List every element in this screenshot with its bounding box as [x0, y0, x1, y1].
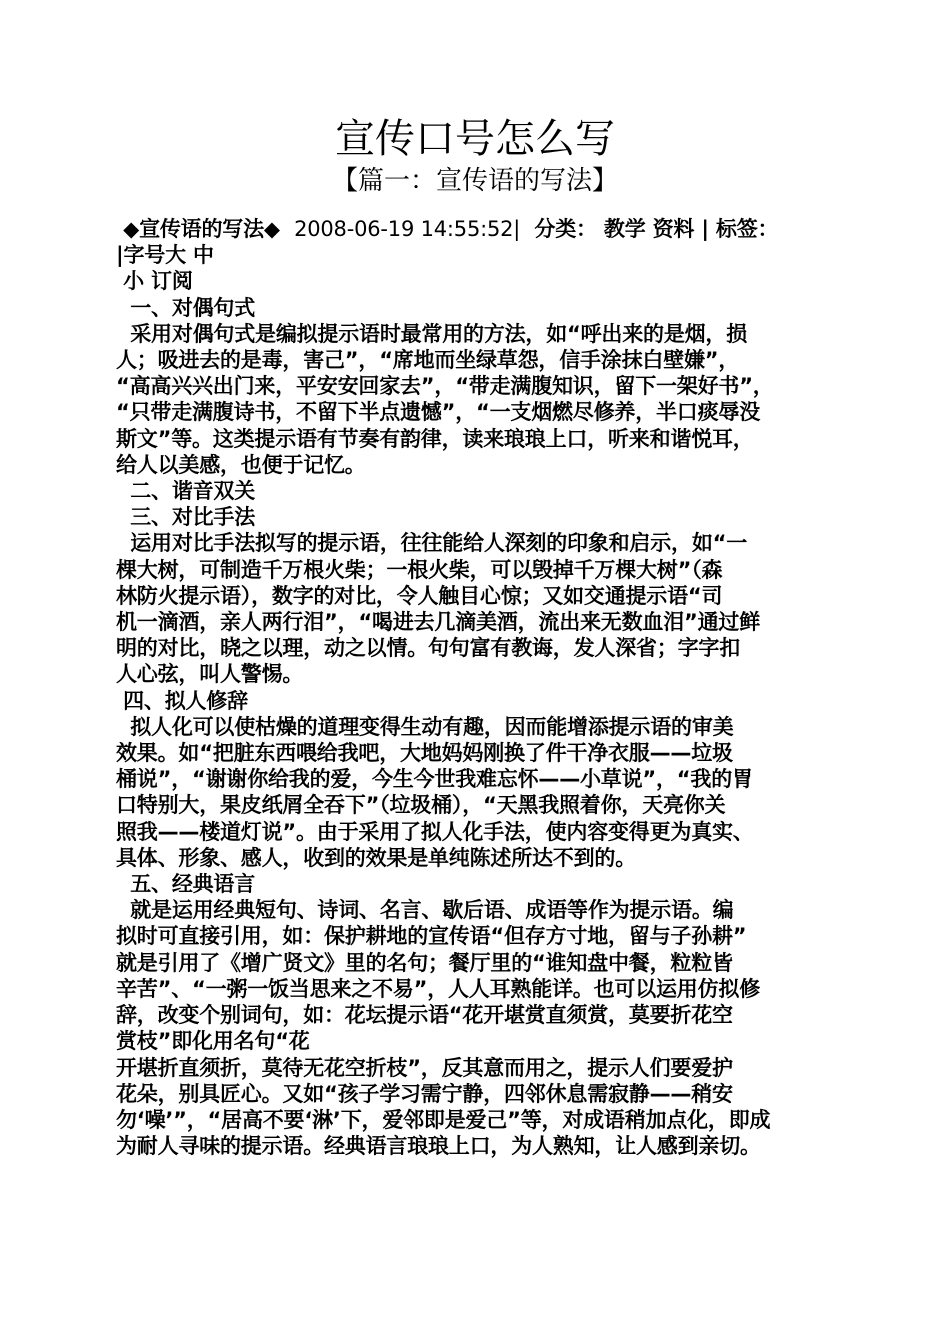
body-line: |字号大 中 [116, 243, 214, 268]
body-line: 辞，改变个别词句，如：花坛提示语“花开堪赏直须赏，莫要折花空 [116, 1003, 733, 1028]
body-line: 桶说”，“谢谢你给我的爱，今生今世我难忘怀——小草说”，“我的胃 [116, 767, 753, 792]
body-line: 二、谐音双关 [116, 479, 256, 504]
body-line: 斯文”等。这类提示语有节奏有韵律，读来琅琅上口，听来和谐悦耳， [116, 426, 754, 451]
body-line: 给人以美感，也便于记忆。 [116, 452, 366, 477]
body-line: 人心弦，叫人警惕。 [116, 662, 304, 687]
body-line: 人；吸进去的是毒，害己”，“席地而坐绿草怨，信手涂抹白壁嫌”， [116, 348, 740, 373]
body-line: 运用对比手法拟写的提示语，往往能给人深刻的印象和启示，如“一 [116, 531, 748, 556]
body-line: “高高兴兴出门来，平安安回家去”，“带走满腹知识，留下一架好书”， [116, 374, 774, 399]
body-line: 辛苦”、“一粥一饭当思来之不易”，人人耳熟能详。也可以运用仿拟修 [116, 976, 761, 1001]
body-line: 明的对比，晓之以理，动之以情。句句富有教诲，发人深省；字字扣 [116, 636, 740, 661]
body-line: 勿‘噪’”，“居高不要‘淋’下，爱邻即是爱己”等，对成语稍加点化，即成 [116, 1107, 771, 1132]
body-line: 五、经典语言 [116, 872, 256, 897]
body-line: 开堪折直须折，莫待无花空折枝”，反其意而用之，提示人们要爱护 [116, 1055, 733, 1080]
page-title: 宣传口号怎么写 [335, 116, 615, 162]
body-line: 三、对比手法 [116, 505, 256, 530]
body-lines [116, 242, 836, 1159]
body-line: 拟人化可以使枯燥的道理变得生动有趣，因而能增添提示语的审美 [116, 714, 734, 739]
body-line: 机一滴酒，亲人两行泪”，“喝进去几滴美酒，流出来无数血泪”通过鲜 [116, 610, 761, 635]
page-subtitle: 【篇一：宣传语的写法】 [331, 166, 618, 196]
body-line: 赏枝”即化用名句“花 [116, 1029, 310, 1054]
body-line: 林防火提示语），数字的对比，令人触目心惊；又如交通提示语“司 [116, 583, 723, 608]
body-line: 棵大树，可制造千万根火柴；一根火柴，可以毁掉千万棵大树”（森 [116, 557, 723, 582]
body-line: 具体、形象、感人，收到的效果是单纯陈述所达不到的。 [116, 845, 636, 870]
body-line: 采用对偶句式是编拟提示语时最常用的方法，如“呼出来的是烟，损 [116, 321, 748, 346]
body-line: 拟时可直接引用，如：保护耕地的宣传语“但存方寸地，留与子孙耕” [116, 924, 747, 949]
body-line: “只带走满腹诗书，不留下半点遗憾”，“一支烟燃尽修养，半口痰辱没 [116, 400, 761, 425]
body-line: 一、对偶句式 [116, 295, 256, 320]
meta-category-tags: 分类： 教学 资料 | 标签： [534, 217, 779, 241]
body-line: 花朵，别具匠心。又如“孩子学习需宁静，四邻休息需寂静——稍安 [116, 1081, 733, 1106]
meta-post-name: ◆宣传语的写法◆ [123, 217, 280, 241]
body-line: 就是引用了《增广贤文》里的名句；餐厅里的“谁知盘中餐，粒粒皆 [116, 950, 733, 975]
meta-line [116, 216, 836, 242]
body-line: 小 订阅 [116, 269, 193, 294]
body-line: 效果。如“把脏东西喂给我吧，大地妈妈刚换了件干净衣服——垃圾 [116, 741, 733, 766]
body-line: 照我——楼道灯说”。由于采用了拟人化手法，使内容变得更为真实、 [116, 819, 754, 844]
body-line: 四、拟人修辞 [116, 688, 248, 713]
body-line: 就是运用经典短句、诗词、名言、歇后语、成语等作为提示语。编 [116, 898, 734, 923]
meta-date: 2008-06-19 14:55:52| [294, 217, 521, 241]
body-line: 口特别大，果皮纸屑全吞下”（垃圾桶），“天黑我照着你，天亮你关 [116, 793, 726, 818]
document-body [116, 216, 836, 1159]
body-line: 为耐人寻味的提示语。经典语言琅琅上口，为人熟知，让人感到亲切。 [116, 1134, 761, 1159]
